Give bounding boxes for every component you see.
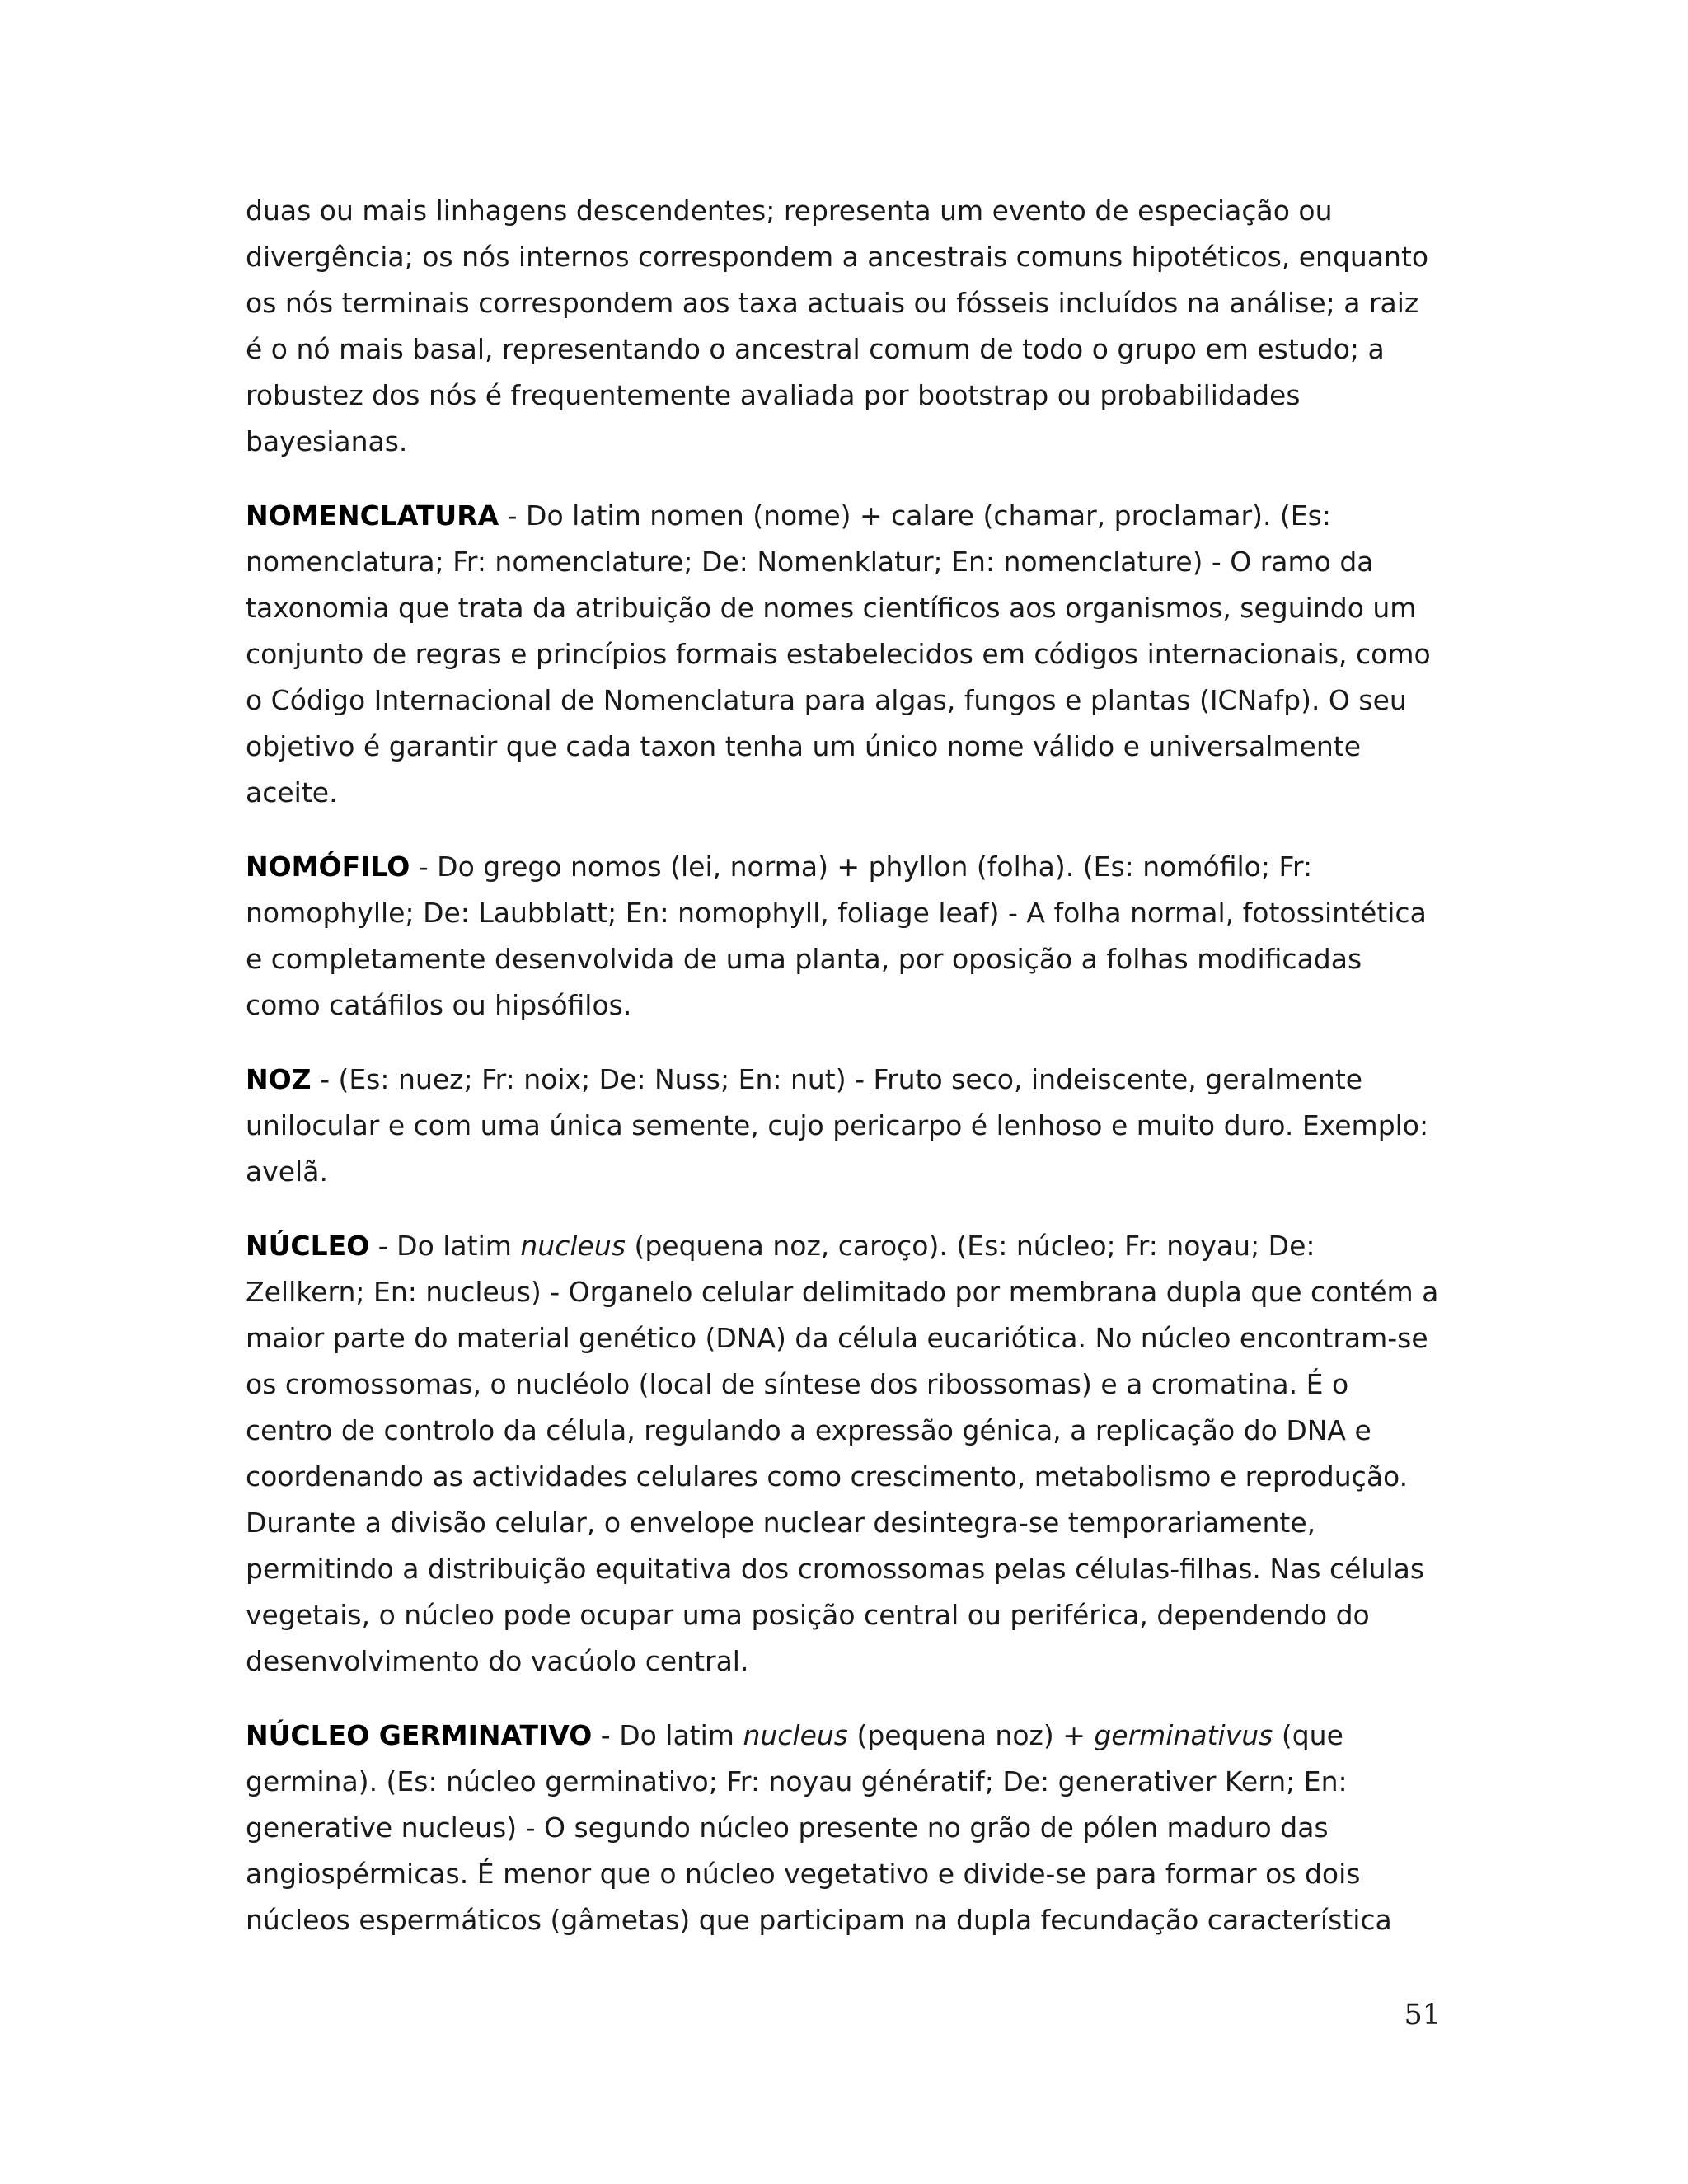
page-number: 51 xyxy=(1404,1999,1441,2032)
entry-definition-text: (pequena noz) + xyxy=(848,1719,1095,1751)
entry-italic-text: germinativus xyxy=(1094,1719,1273,1751)
entry-definition-text: - Do latim xyxy=(592,1719,743,1751)
glossary-entry xyxy=(246,1223,1441,1685)
entry-definition-text: - Do latim xyxy=(369,1230,521,1262)
entry-definition-text: - (Es: nuez; Fr: noix; De: Nuss; En: nut) - Fruto seco, indeiscente, geralmente unilocular e com uma única semente, cujo pericarpo é lenhoso e muito duro. Exemplo: avelã. xyxy=(246,1063,1429,1188)
entry-definition-text: - Do grego nomos (lei, norma) + phyllon (folha). (Es: nomófilo; Fr: nomophylle; De: Laubblatt; En: nomophyll, foliage leaf) - A folha normal, fotossintética e completamente desenvolvida de uma planta, por oposição a folhas modificadas como catáfilos ou hipsófilos. xyxy=(246,851,1427,1021)
entry-italic-text: nucleus xyxy=(520,1230,626,1262)
glossary-entry xyxy=(246,493,1441,816)
entry-term: NOZ xyxy=(246,1063,312,1095)
glossary-entry xyxy=(246,844,1441,1029)
glossary-entry xyxy=(246,188,1441,465)
glossary-text xyxy=(246,188,1441,1971)
entry-term: NOMENCLATURA xyxy=(246,499,499,532)
glossary-entry xyxy=(246,1713,1441,1943)
entry-term: NÚCLEO xyxy=(246,1230,370,1262)
glossary-entry xyxy=(246,1057,1441,1195)
entry-definition-text: - Do latim nomen (nome) + calare (chamar, proclamar). (Es: nomenclatura; Fr: nomenclature; De: Nomenklatur; En: nomenclature) - O ramo da taxonomia que trata da atribuição de nomes científicos aos organismos, seguindo um conjunto de regras e princípios formais estabelecidos em códigos internacionais, como o Código Internacional de Nomenclatura para algas, fungos e plantas (ICNafp). O seu objetivo é garantir que cada taxon tenha um único nome válido e universalmente aceite. xyxy=(246,499,1431,808)
entry-definition-text: (pequena noz, caroço). (Es: núcleo; Fr: noyau; De: Zellkern; En: nucleus) - Organelo celular delimitado por membrana dupla que contém a maior parte do material genético (DNA) da célula eucariótica. No núcleo encontram-se os cromossomas, o nucléolo (local de síntese dos ribossomas) e a cromatina. É o centro de controlo da célula, regulando a expressão génica, a replicação do DNA e coordenando as actividades celulares como crescimento, metabolismo e reprodução. Durante a divisão celular, o envelope nuclear desintegra-se temporariamente, permitindo a distribuição equitativa dos cromossomas pelas células-filhas. Nas células vegetais, o núcleo pode ocupar uma posição central ou periférica, dependendo do desenvolvimento do vacúolo central. xyxy=(246,1230,1439,1677)
entry-italic-text: nucleus xyxy=(743,1719,848,1751)
entry-definition-text: (que germina). (Es: núcleo germinativo; Fr: noyau génératif; De: generativer Kern; En: generative nucleus) - O segundo núcleo presente no grão de pólen maduro das angiospérmicas. É menor que o núcleo vegetativo e divide-se para formar os dois núcleos espermáticos (gâmetas) que participam na dupla fecundação característica xyxy=(246,1719,1392,1936)
entry-definition-text: duas ou mais linhagens descendentes; representa um evento de especiação ou divergência; os nós internos correspondem a ancestrais comuns hipotéticos, enquanto os nós terminais correspondem aos taxa actuais ou fósseis incluídos na análise; a raiz é o nó mais basal, representando o ancestral comum de todo o grupo em estudo; a robustez dos nós é frequentemente avaliada por bootstrap ou probabilidades bayesianas. xyxy=(246,194,1429,457)
entry-term: NÚCLEO GERMINATIVO xyxy=(246,1719,593,1751)
entry-term: NOMÓFILO xyxy=(246,851,410,883)
